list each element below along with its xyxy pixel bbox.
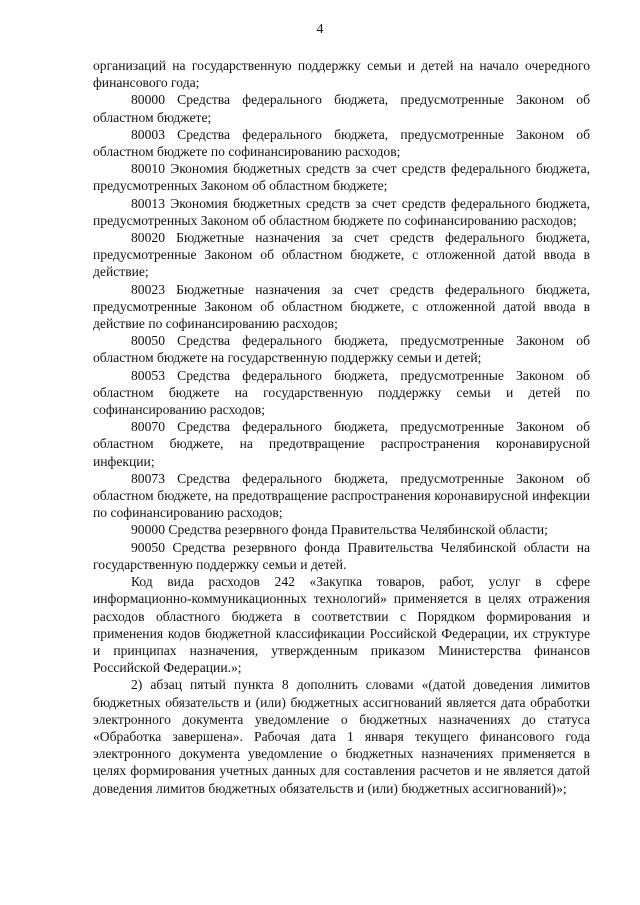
paragraph: 80070 Средства федерального бюджета, предусмотренные Законом об областном бюджете, на предотвращение распространения коронавирусной инфекции; [93,419,590,469]
paragraph: 80003 Средства федерального бюджета, предусмотренные Законом об областном бюджете по софинансированию расходов; [93,126,590,160]
paragraph: 2) абзац пятый пункта 8 дополнить словами «(датой доведения лимитов бюджетных обязательств и (или) бюджетных ассигнований является дата обработки электронного документа уведомление о бюджетных назначениях до статуса «Обработка завершена». Рабочая дата 1 января текущего финансового года электронного документа уведомление о бюджетных назначениях применяется в целях формирования учетных данных для составления расчетов и не является датой доведения лимитов бюджетных обязательств и (или) бюджетных ассигнований)»; [93,677,590,796]
paragraph: 80023 Бюджетные назначения за счет средств федерального бюджета, предусмотренные Законом об областном бюджете, с отложенной датой ввода в действие по софинансированию расходов; [93,281,590,332]
paragraph: организаций на государственную поддержку семьи и детей на начало очередного финансового года; [93,58,590,91]
paragraph: 90000 Средства резервного фонда Правительства Челябинской области; [131,522,548,538]
paragraph: 80073 Средства федерального бюджета, предусмотренные Законом об областном бюджете, на предотвращение распространения коронавирусной инфекции по софинансированию расходов; [93,470,590,521]
paragraph: 80000 Средства федерального бюджета, предусмотренные Законом об областном бюджете; [93,92,590,125]
page-number: 4 [316,22,324,37]
paragraph: 80020 Бюджетные назначения за счет средств федерального бюджета, предусмотренные Законом об областном бюджете, с отложенной датой ввода в действие; [93,230,590,280]
document-body [93,57,590,797]
paragraph: Код вида расходов 242 «Закупка товаров, работ, услуг в сфере информационно-коммуникационных технологий» применяется в целях отражения расходов областного бюджета в соответствии с Порядком формирования и применения кодов бюджетной классификации Российской Федерации, их структуре и принципах назначения, утвержденным приказом Министерства финансов Российской Федерации.»; [93,574,590,676]
paragraph: 80053 Средства федерального бюджета, предусмотренные Законом об областном бюджете на государственную поддержку семьи и детей по софинансированию расходов; [93,367,590,418]
paragraph: 80010 Экономия бюджетных средств за счет средств федерального бюджета, предусмотренных Законом об областном бюджете; [93,161,590,194]
paragraph: 80050 Средства федерального бюджета, предусмотренные Законом об областном бюджете на государственную поддержку семьи и детей; [93,333,590,366]
paragraph: 90050 Средства резервного фонда Правительства Челябинской области на государственную поддержку семьи и детей. [93,539,590,572]
paragraph: 80013 Экономия бюджетных средств за счет средств федерального бюджета, предусмотренных Законом об областном бюджете по софинансированию расходов; [93,195,590,228]
